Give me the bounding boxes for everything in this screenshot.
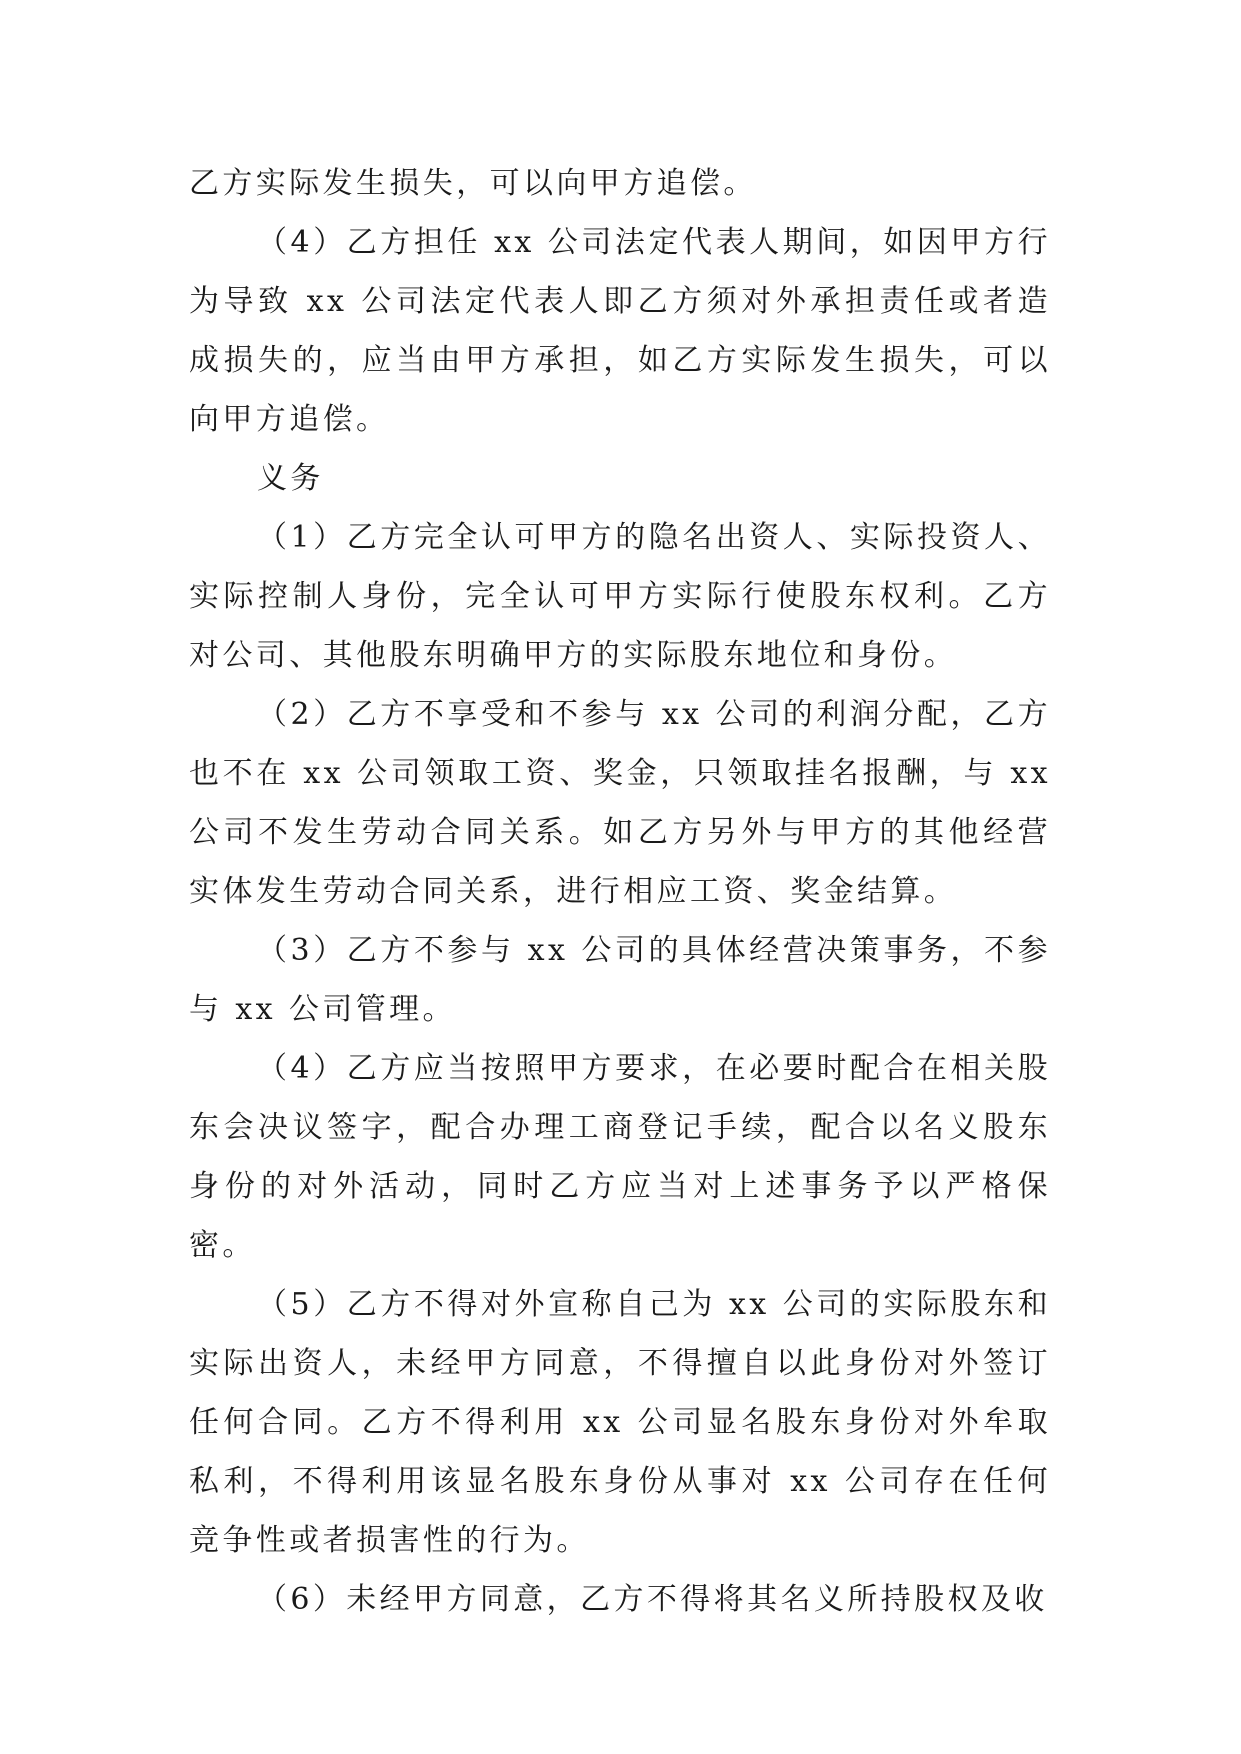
paragraph-right-4: （4）乙方担任 xx 公司法定代表人期间，如因甲方行为导致 xx 公司法定代表人即乙方须对外承担责任或者造成损失的，应当由甲方承担，如乙方实际发生损失，可以向甲方追偿。 xyxy=(189,225,1051,437)
document-body xyxy=(189,154,1051,1629)
paragraph-obligation-6: （6）未经甲方同意，乙方不得将其名义所持股权及收 xyxy=(257,1582,1048,1617)
paragraph-obligation-2: （2）乙方不享受和不参与 xx 公司的利润分配，乙方也不在 xx 公司领取工资、奖金，只领取挂名报酬，与 xx 公司不发生劳动合同关系。如乙方另外与甲方的其他经营实体发生劳动合同关系，进行相应工资、奖金结算。 xyxy=(189,697,1051,909)
paragraph-obligation-1: （1）乙方完全认可甲方的隐名出资人、实际投资人、实际控制人身份，完全认可甲方实际行使股东权利。乙方对公司、其他股东明确甲方的实际股东地位和身份。 xyxy=(189,520,1051,673)
paragraph-obligation-5: （5）乙方不得对外宣称自己为 xx 公司的实际股东和实际出资人，未经甲方同意，不得擅自以此身份对外签订任何合同。乙方不得利用 xx 公司显名股东身份对外牟取私利，不得利用该显名股东身份从事对 xx 公司存在任何竞争性或者损害性的行为。 xyxy=(189,1287,1051,1558)
paragraph-obligation-3: （3）乙方不参与 xx 公司的具体经营决策事务，不参与 xx 公司管理。 xyxy=(189,933,1051,1027)
paragraph-continuation: 乙方实际发生损失，可以向甲方追偿。 xyxy=(189,166,757,201)
section-heading-obligations: 义务 xyxy=(257,461,324,496)
paragraph-obligation-4: （4）乙方应当按照甲方要求，在必要时配合在相关股东会决议签字，配合办理工商登记手续，配合以名义股东身份的对外活动，同时乙方应当对上述事务予以严格保密。 xyxy=(189,1051,1051,1263)
